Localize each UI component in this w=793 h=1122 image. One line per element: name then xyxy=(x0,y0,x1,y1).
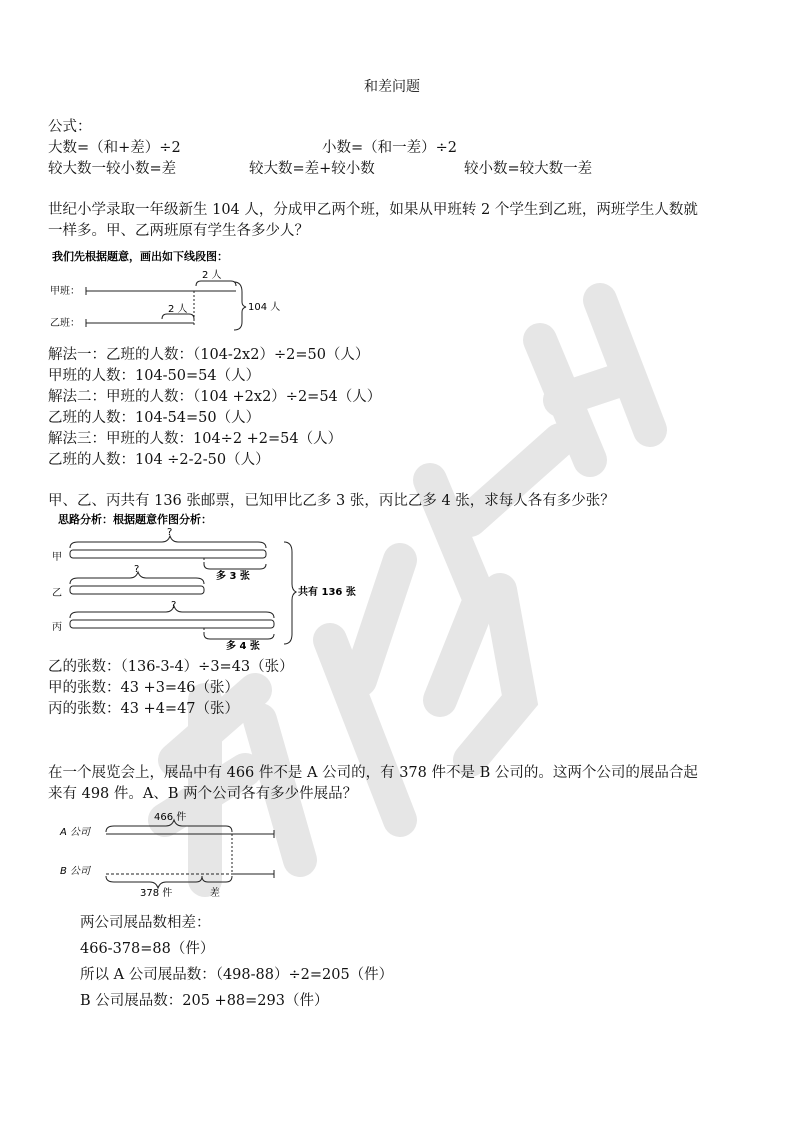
p3-solution-2: 466-378=88（件） xyxy=(80,941,215,957)
problem2-diagram xyxy=(48,512,368,652)
p3-top-label: 466 件 xyxy=(154,812,187,823)
p2-solution-3: 丙的张数：43 +4=47（张） xyxy=(48,701,240,717)
p3-label-a: A 公司 xyxy=(60,827,91,838)
p3-diff-label: 差 xyxy=(210,888,220,899)
problem3-line2: 来有 498 件。A、B 两个公司各有多少件展品？ xyxy=(48,786,358,802)
p1-solution-2: 甲班的人数：104-50=54（人） xyxy=(48,368,261,384)
p2-brace-right xyxy=(284,542,296,644)
problem1-line1: 世纪小学录取一年级新生 104 人，分成甲乙两个班，如果从甲班转 2 个学生到乙班，两班学生人数就 xyxy=(48,202,698,218)
formula-label: 公式： xyxy=(48,119,92,135)
p3-solution-4: B 公司展品数：205 +88=293（件） xyxy=(80,993,329,1009)
p3-solution-3: 所以 A 公司展品数：（498-88）÷2=205（件） xyxy=(80,967,394,983)
p2-more4-label: 多 4 张 xyxy=(226,641,260,652)
p1-solution-4: 乙班的人数：104-54=50（人） xyxy=(48,410,261,426)
problem3-diagram xyxy=(56,808,286,900)
p2-label-a: 甲 xyxy=(52,552,62,563)
p1-mid-label: 2 人 xyxy=(168,304,188,315)
problem1-line2: 一样多。甲、乙两班原有学生各多少人？ xyxy=(48,223,309,239)
p1-solution-3: 解法二：甲班的人数：（104 +2x2）÷2=54（人） xyxy=(48,389,382,405)
p3-solution-1: 两公司展品数相差： xyxy=(80,915,211,931)
p2-q-b: ? xyxy=(134,564,140,575)
page-title: 和差问题 xyxy=(364,79,420,95)
p1-top-label: 2 人 xyxy=(202,270,222,281)
p1-solution-5: 解法三：甲班的人数：104÷2 +2=54（人） xyxy=(48,431,343,447)
p2-q-a: ? xyxy=(167,527,173,538)
formula-smaller: 较小数=较大数一差 xyxy=(464,161,593,177)
p1-caption: 我们先根据题意，画出如下线段图： xyxy=(52,250,228,263)
p1-total-label: 104 人 xyxy=(248,302,281,313)
p2-brace-more4 xyxy=(204,634,274,639)
p2-solution-1: 乙的张数：（136-3-4）÷3=43（张） xyxy=(48,659,294,675)
p2-solution-2: 甲的张数：43 +3=46（张） xyxy=(48,680,240,696)
p2-caption: 思路分析：根据题意作图分析： xyxy=(58,513,212,526)
p1-brace-top xyxy=(196,281,236,286)
p1-label-a: 甲班： xyxy=(50,286,80,297)
p2-bar-c xyxy=(70,620,274,628)
p2-label-b: 乙 xyxy=(52,588,62,599)
formula-diff: 较大数一较小数=差 xyxy=(48,161,177,177)
p3-bottom-label: 378 件 xyxy=(140,888,173,899)
p1-brace-right xyxy=(234,282,246,330)
p1-solution-6: 乙班的人数：104 ÷2-2-50（人） xyxy=(48,452,270,468)
p2-more3-label: 多 3 张 xyxy=(216,571,250,582)
p2-total-label: 共有 136 张 xyxy=(298,587,356,598)
p2-bar-b xyxy=(70,586,204,594)
p3-brace-diff xyxy=(202,876,232,882)
problem2-line1: 甲、乙、丙共有 136 张邮票，已知甲比乙多 3 张，丙比乙多 4 张，求每人各有多少张？ xyxy=(48,493,615,509)
p2-bar-a xyxy=(70,550,266,558)
p1-label-b: 乙班： xyxy=(50,318,80,329)
formula-big: 大数=（和+差）÷2 xyxy=(48,140,181,156)
p2-q-c: ? xyxy=(171,600,177,611)
problem3-line1: 在一个展览会上，展品中有 466 件不是 A 公司的，有 378 件不是 B 公司的。这两个公司的展品合起 xyxy=(48,765,698,781)
p1-solution-1: 解法一：乙班的人数：（104-2x2）÷2=50（人） xyxy=(48,347,370,363)
formula-small: 小数=（和一差）÷2 xyxy=(322,140,458,156)
p3-brace-bottom xyxy=(106,876,202,888)
p3-label-b: B 公司 xyxy=(60,866,91,877)
p2-label-c: 丙 xyxy=(52,622,62,633)
p2-brace-more3 xyxy=(204,564,266,569)
problem1-diagram xyxy=(48,246,308,336)
formula-bigger: 较大数=差+较小数 xyxy=(249,161,375,177)
